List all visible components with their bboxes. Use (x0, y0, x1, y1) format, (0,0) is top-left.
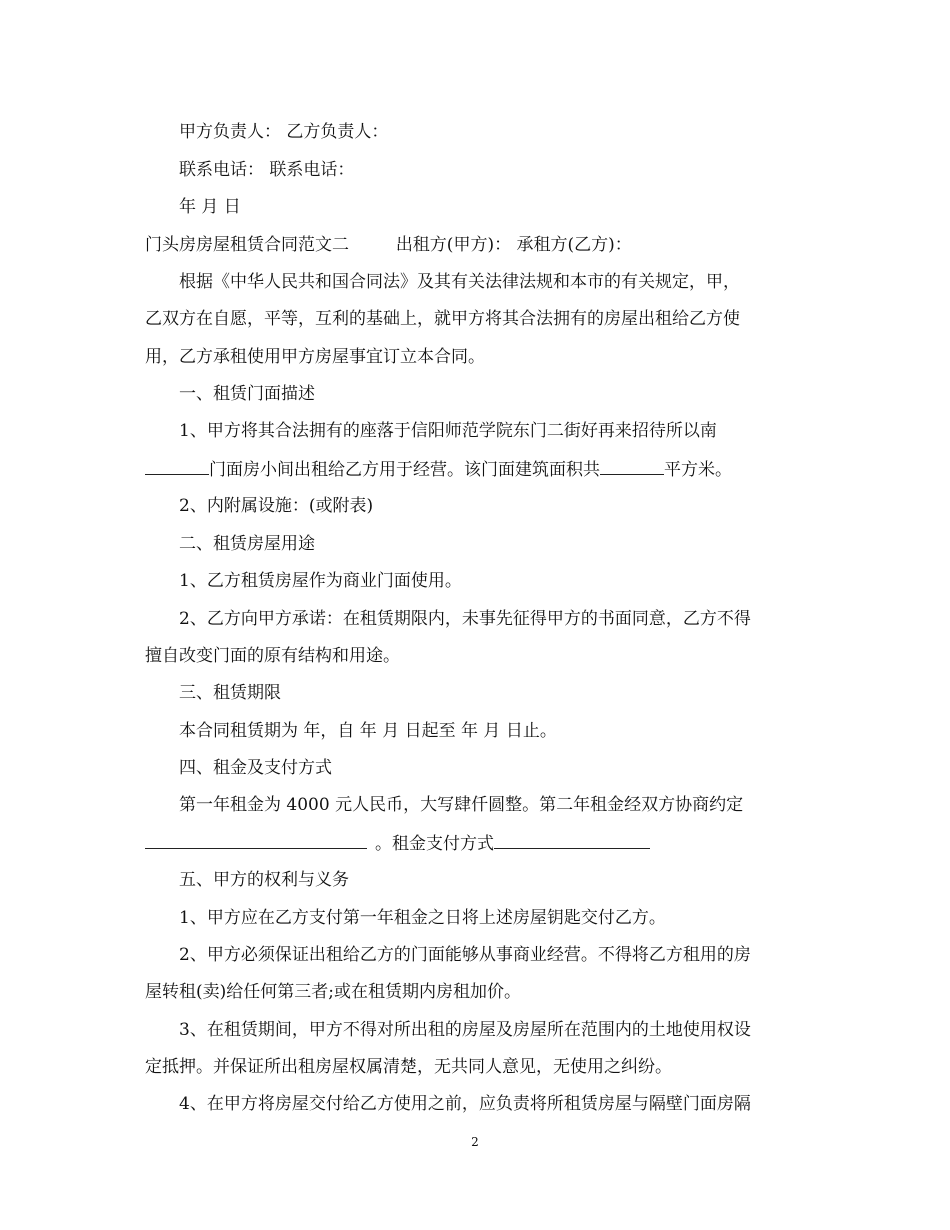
text-span: 门面房小间出租给乙方用于经营。该门面建筑面积共 (209, 460, 600, 480)
section-heading: 二、租赁房屋用途 (179, 534, 315, 554)
paragraph-line: 定抵押。并保证所出租房屋权属清楚，无共同人意见，无使用之纠纷。 (145, 1057, 672, 1077)
date-line: 年 月 日 (179, 197, 241, 217)
paragraph-line: 本合同租赁期为 年，自 年 月 日起至 年 月 日止。 (179, 721, 557, 741)
page-number: 2 (471, 1135, 479, 1149)
paragraph-line: 2、内附属设施：(或附表) (179, 496, 374, 516)
paragraph-line: 2、甲方必须保证出租给乙方的门面能够从事商业经营。不得将乙方租用的房 (179, 945, 751, 965)
paragraph-line (145, 832, 650, 855)
paragraph-line (145, 458, 732, 481)
blank-underline (494, 832, 650, 849)
paragraph-line: 2、乙方向甲方承诺：在租赁期限内，未事先征得甲方的书面同意，乙方不得 (179, 609, 751, 629)
text-span: 。租金支付方式 (375, 834, 494, 854)
paragraph-line: 1、甲方将其合法拥有的座落于信阳师范学院东门二街好再来招待所以南 (179, 421, 717, 441)
section-heading: 四、租金及支付方式 (179, 758, 332, 778)
section-heading: 一、租赁门面描述 (179, 384, 315, 404)
paragraph-line: 4、在甲方将房屋交付给乙方使用之前，应负责将所租赁房屋与隔壁门面房隔 (179, 1094, 751, 1114)
title-row (145, 234, 632, 256)
blank-underline (600, 458, 664, 475)
section-heading: 五、甲方的权利与义务 (179, 870, 349, 890)
text-span: 平方米。 (664, 460, 732, 480)
signature-line: 甲方负责人： 乙方负责人： (179, 122, 389, 142)
paragraph-line: 根据《中华人民共和国合同法》及其有关法律法规和本市的有关规定，甲， (179, 272, 740, 292)
paragraph-line: 1、乙方租赁房屋作为商业门面使用。 (179, 571, 462, 591)
phone-line: 联系电话： 联系电话： (179, 160, 355, 180)
document-title: 门头房房屋租赁合同范文二 (145, 235, 349, 255)
blank-underline (145, 458, 209, 475)
paragraph-line: 1、甲方应在乙方支付第一年租金之日将上述房屋钥匙交付乙方。 (179, 908, 666, 928)
paragraph-line: 第一年租金为 4000 元人民币，大写肆仟圆整。第二年租金经双方协商约定 (179, 795, 744, 815)
paragraph-line: 擅自改变门面的原有结构和用途。 (145, 646, 400, 666)
section-heading: 三、租赁期限 (179, 683, 281, 703)
parties-line: 出租方(甲方)： 承租方(乙方)： (395, 235, 632, 255)
blank-underline (145, 832, 367, 849)
paragraph-line: 屋转租(卖)给任何第三者;或在租赁期内房租加价。 (145, 982, 521, 1002)
paragraph-line: 3、在租赁期间，甲方不得对所出租的房屋及房屋所在范围内的土地使用权设 (179, 1020, 751, 1040)
paragraph-line: 用，乙方承租使用甲方房屋事宜订立本合同。 (145, 347, 485, 367)
paragraph-line: 乙双方在自愿，平等，互利的基础上，就甲方将其合法拥有的房屋出租给乙方使 (145, 309, 740, 329)
